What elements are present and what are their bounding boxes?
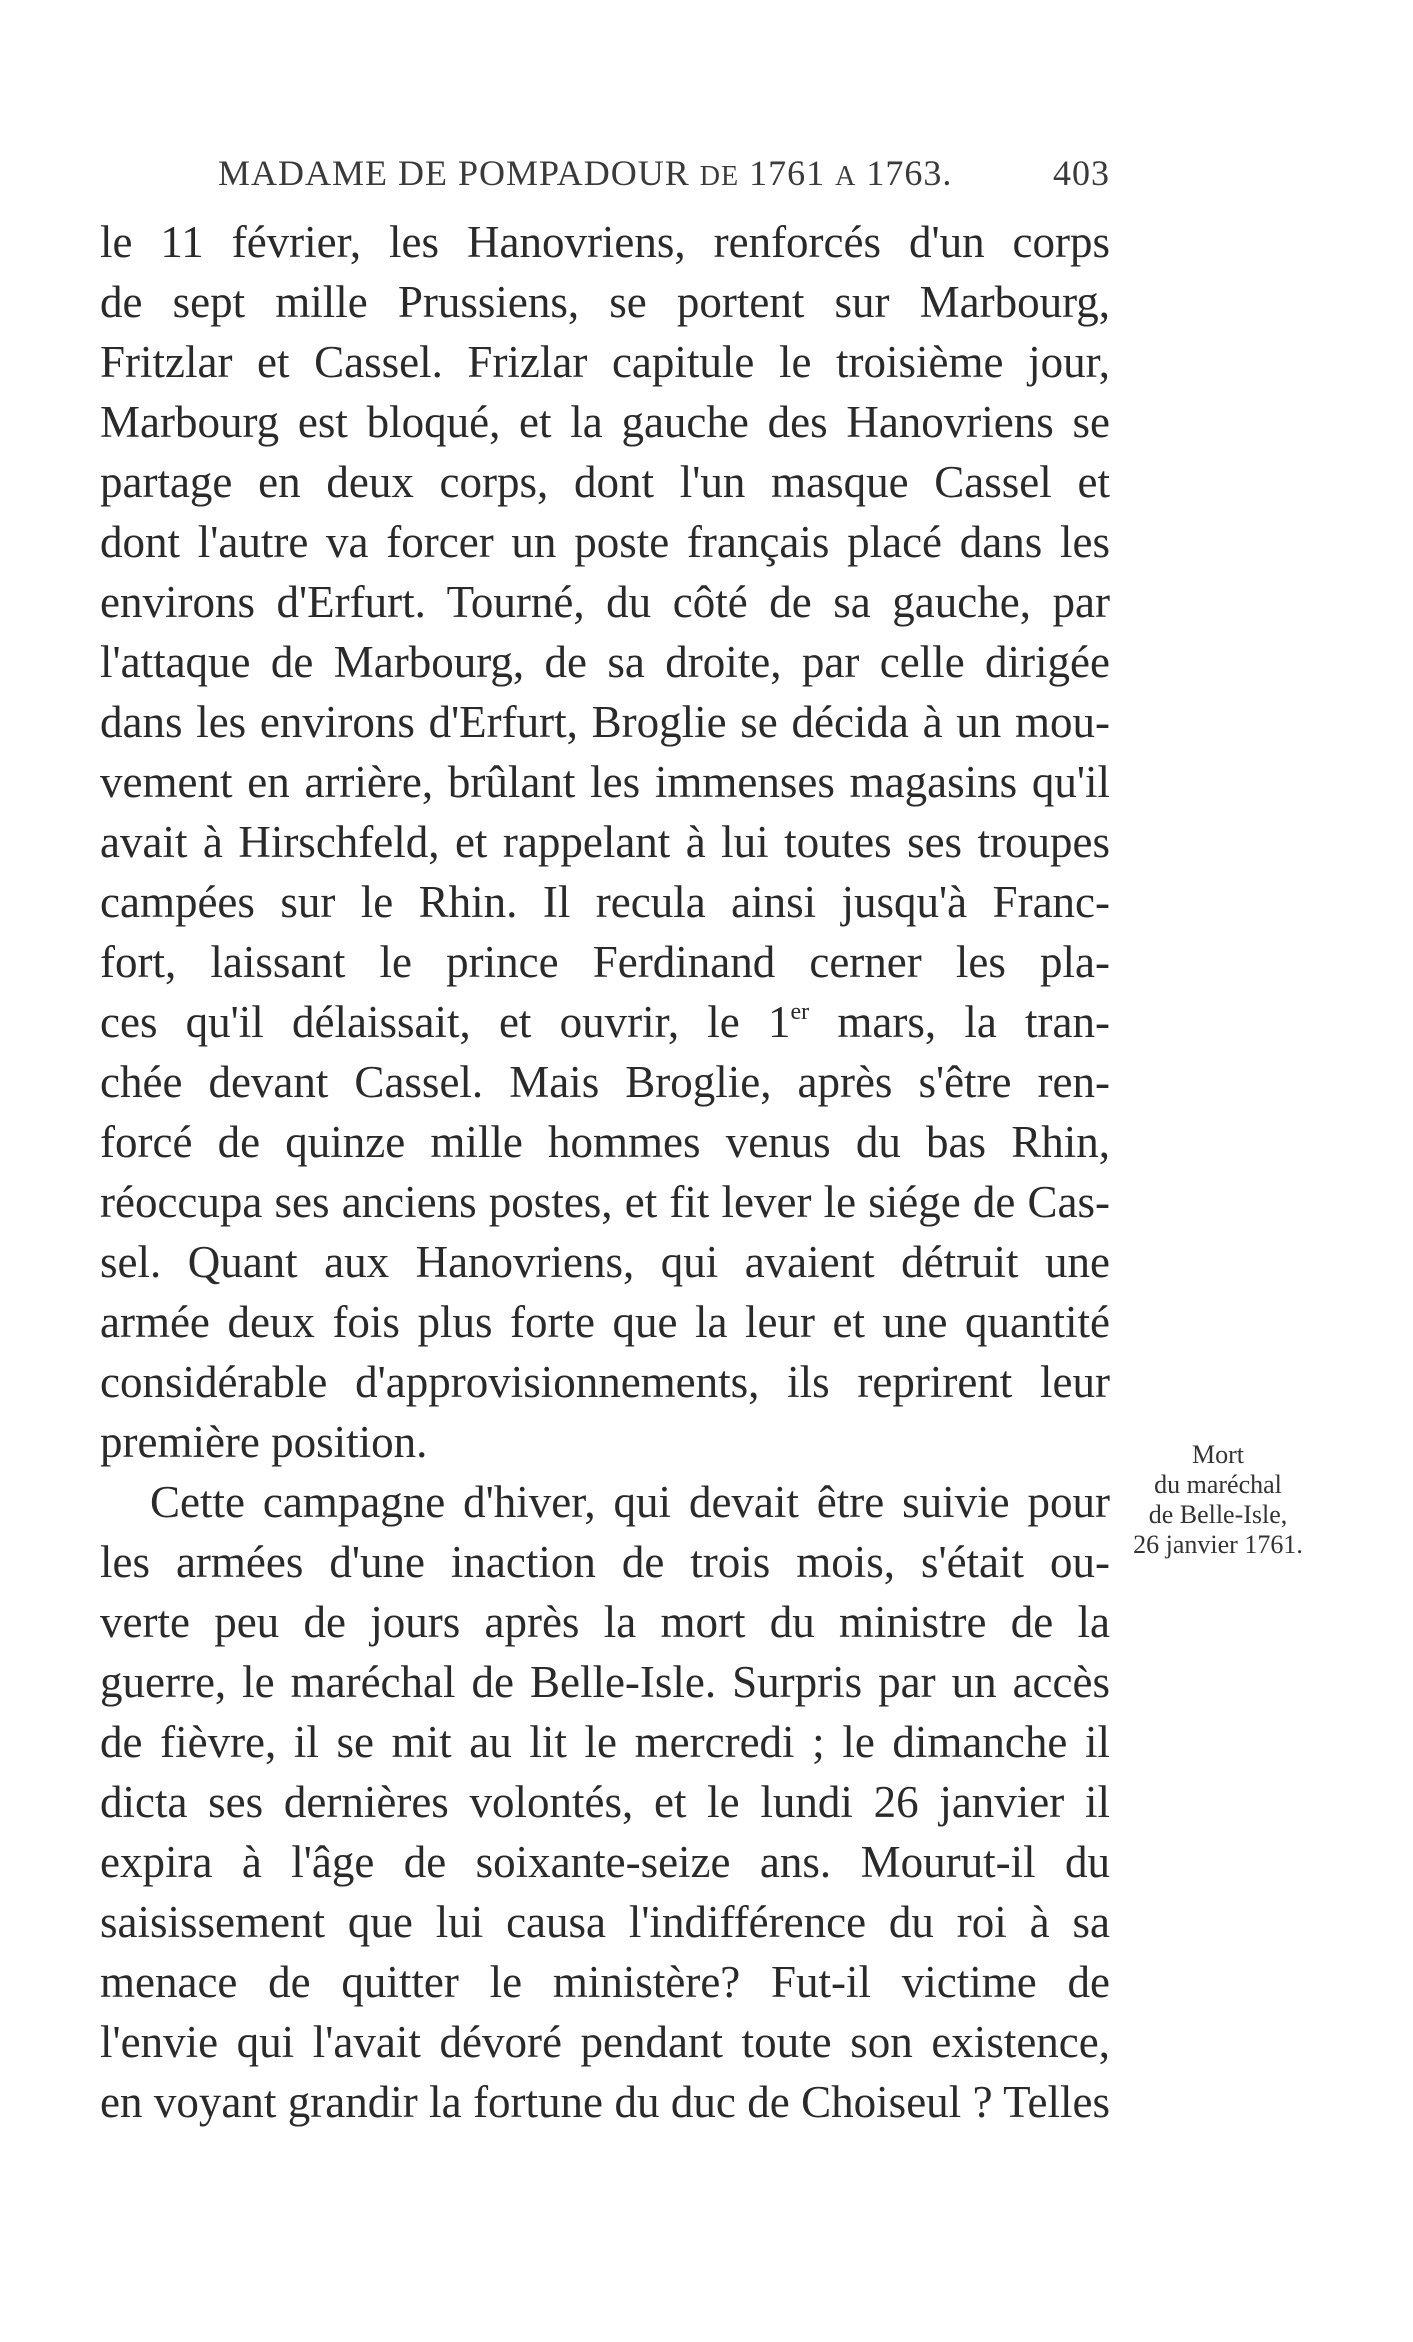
text-line: saisissement que lui causa l'indifférence du roi à sa <box>100 1897 1110 1947</box>
text-line: verte peu de jours après la mort du ministre de la <box>100 1597 1110 1647</box>
margin-note-line: Mort <box>1192 1440 1244 1469</box>
margin-note <box>1118 1440 1318 1560</box>
page-number: 403 <box>1053 153 1110 193</box>
text-line: Marbourg est bloqué, et la gauche des Hanovriens se <box>100 397 1110 447</box>
text-line: expira à l'âge de soixante-seize ans. Mourut-il du <box>100 1837 1110 1887</box>
running-title: MADAME DE POMPADOUR DE 1761 A 1763. <box>218 153 953 193</box>
text-line: ces qu'il délaissait, et ouvrir, le 1er mars, la tran- <box>100 997 1110 1047</box>
text-line: Cette campagne d'hiver, qui devait être suivie pour <box>150 1477 1110 1527</box>
text-line: dans les environs d'Erfurt, Broglie se décida à un mou- <box>100 697 1110 747</box>
text-line: armée deux fois plus forte que la leur et une quantité <box>100 1297 1110 1347</box>
ordinal-superscript: er <box>790 999 810 1025</box>
text-line: le 11 février, les Hanovriens, renforcés d'un corps <box>100 217 1110 267</box>
text-line: forcé de quinze mille hommes venus du bas Rhin, <box>100 1117 1110 1167</box>
text-line: en voyant grandir la fortune du duc de Choiseul ? Telles <box>100 2077 1110 2127</box>
text-line: dicta ses dernières volontés, et le lundi 26 janvier il <box>100 1777 1110 1827</box>
text-line: avait à Hirschfeld, et rappelant à lui toutes ses troupes <box>100 817 1110 867</box>
text-line: considérable d'approvisionnements, ils reprirent leur <box>100 1357 1110 1407</box>
text-line: l'attaque de Marbourg, de sa droite, par celle dirigée <box>100 637 1110 687</box>
main-text <box>100 212 1110 2132</box>
margin-note-line: du maréchal <box>1154 1470 1282 1499</box>
text-line: de sept mille Prussiens, se portent sur Marbourg, <box>100 277 1110 327</box>
text-line: première position. <box>100 1417 428 1467</box>
text-line: campées sur le Rhin. Il recula ainsi jusqu'à Franc- <box>100 877 1110 927</box>
margin-note-line: 26 janvier 1761. <box>1133 1530 1303 1559</box>
text-line: sel. Quant aux Hanovriens, qui avaient détruit une <box>100 1237 1110 1287</box>
text-line: de fièvre, il se mit au lit le mercredi ; le dimanche il <box>100 1717 1110 1767</box>
text-line: l'envie qui l'avait dévoré pendant toute son existence, <box>100 2017 1110 2067</box>
text-line: réoccupa ses anciens postes, et fit lever le siége de Cas- <box>100 1177 1110 1227</box>
text-line: vement en arrière, brûlant les immenses magasins qu'il <box>100 757 1110 807</box>
margin-note-line: de Belle-Isle, <box>1148 1500 1288 1529</box>
text-line: les armées d'une inaction de trois mois, s'était ou- <box>100 1537 1110 1587</box>
text-line: partage en deux corps, dont l'un masque Cassel et <box>100 457 1110 507</box>
text-line: Fritzlar et Cassel. Frizlar capitule le troisième jour, <box>100 337 1110 387</box>
running-header <box>210 152 1110 196</box>
text-line: chée devant Cassel. Mais Broglie, après s'être ren- <box>100 1057 1110 1107</box>
text-line: fort, laissant le prince Ferdinand cerner les pla- <box>100 937 1110 987</box>
text-line: menace de quitter le ministère? Fut-il victime de <box>100 1957 1110 2007</box>
text-line: guerre, le maréchal de Belle-Isle. Surpris par un accès <box>100 1657 1110 1707</box>
text-line: environs d'Erfurt. Tourné, du côté de sa gauche, par <box>100 577 1110 627</box>
text-line: dont l'autre va forcer un poste français placé dans les <box>100 517 1110 567</box>
